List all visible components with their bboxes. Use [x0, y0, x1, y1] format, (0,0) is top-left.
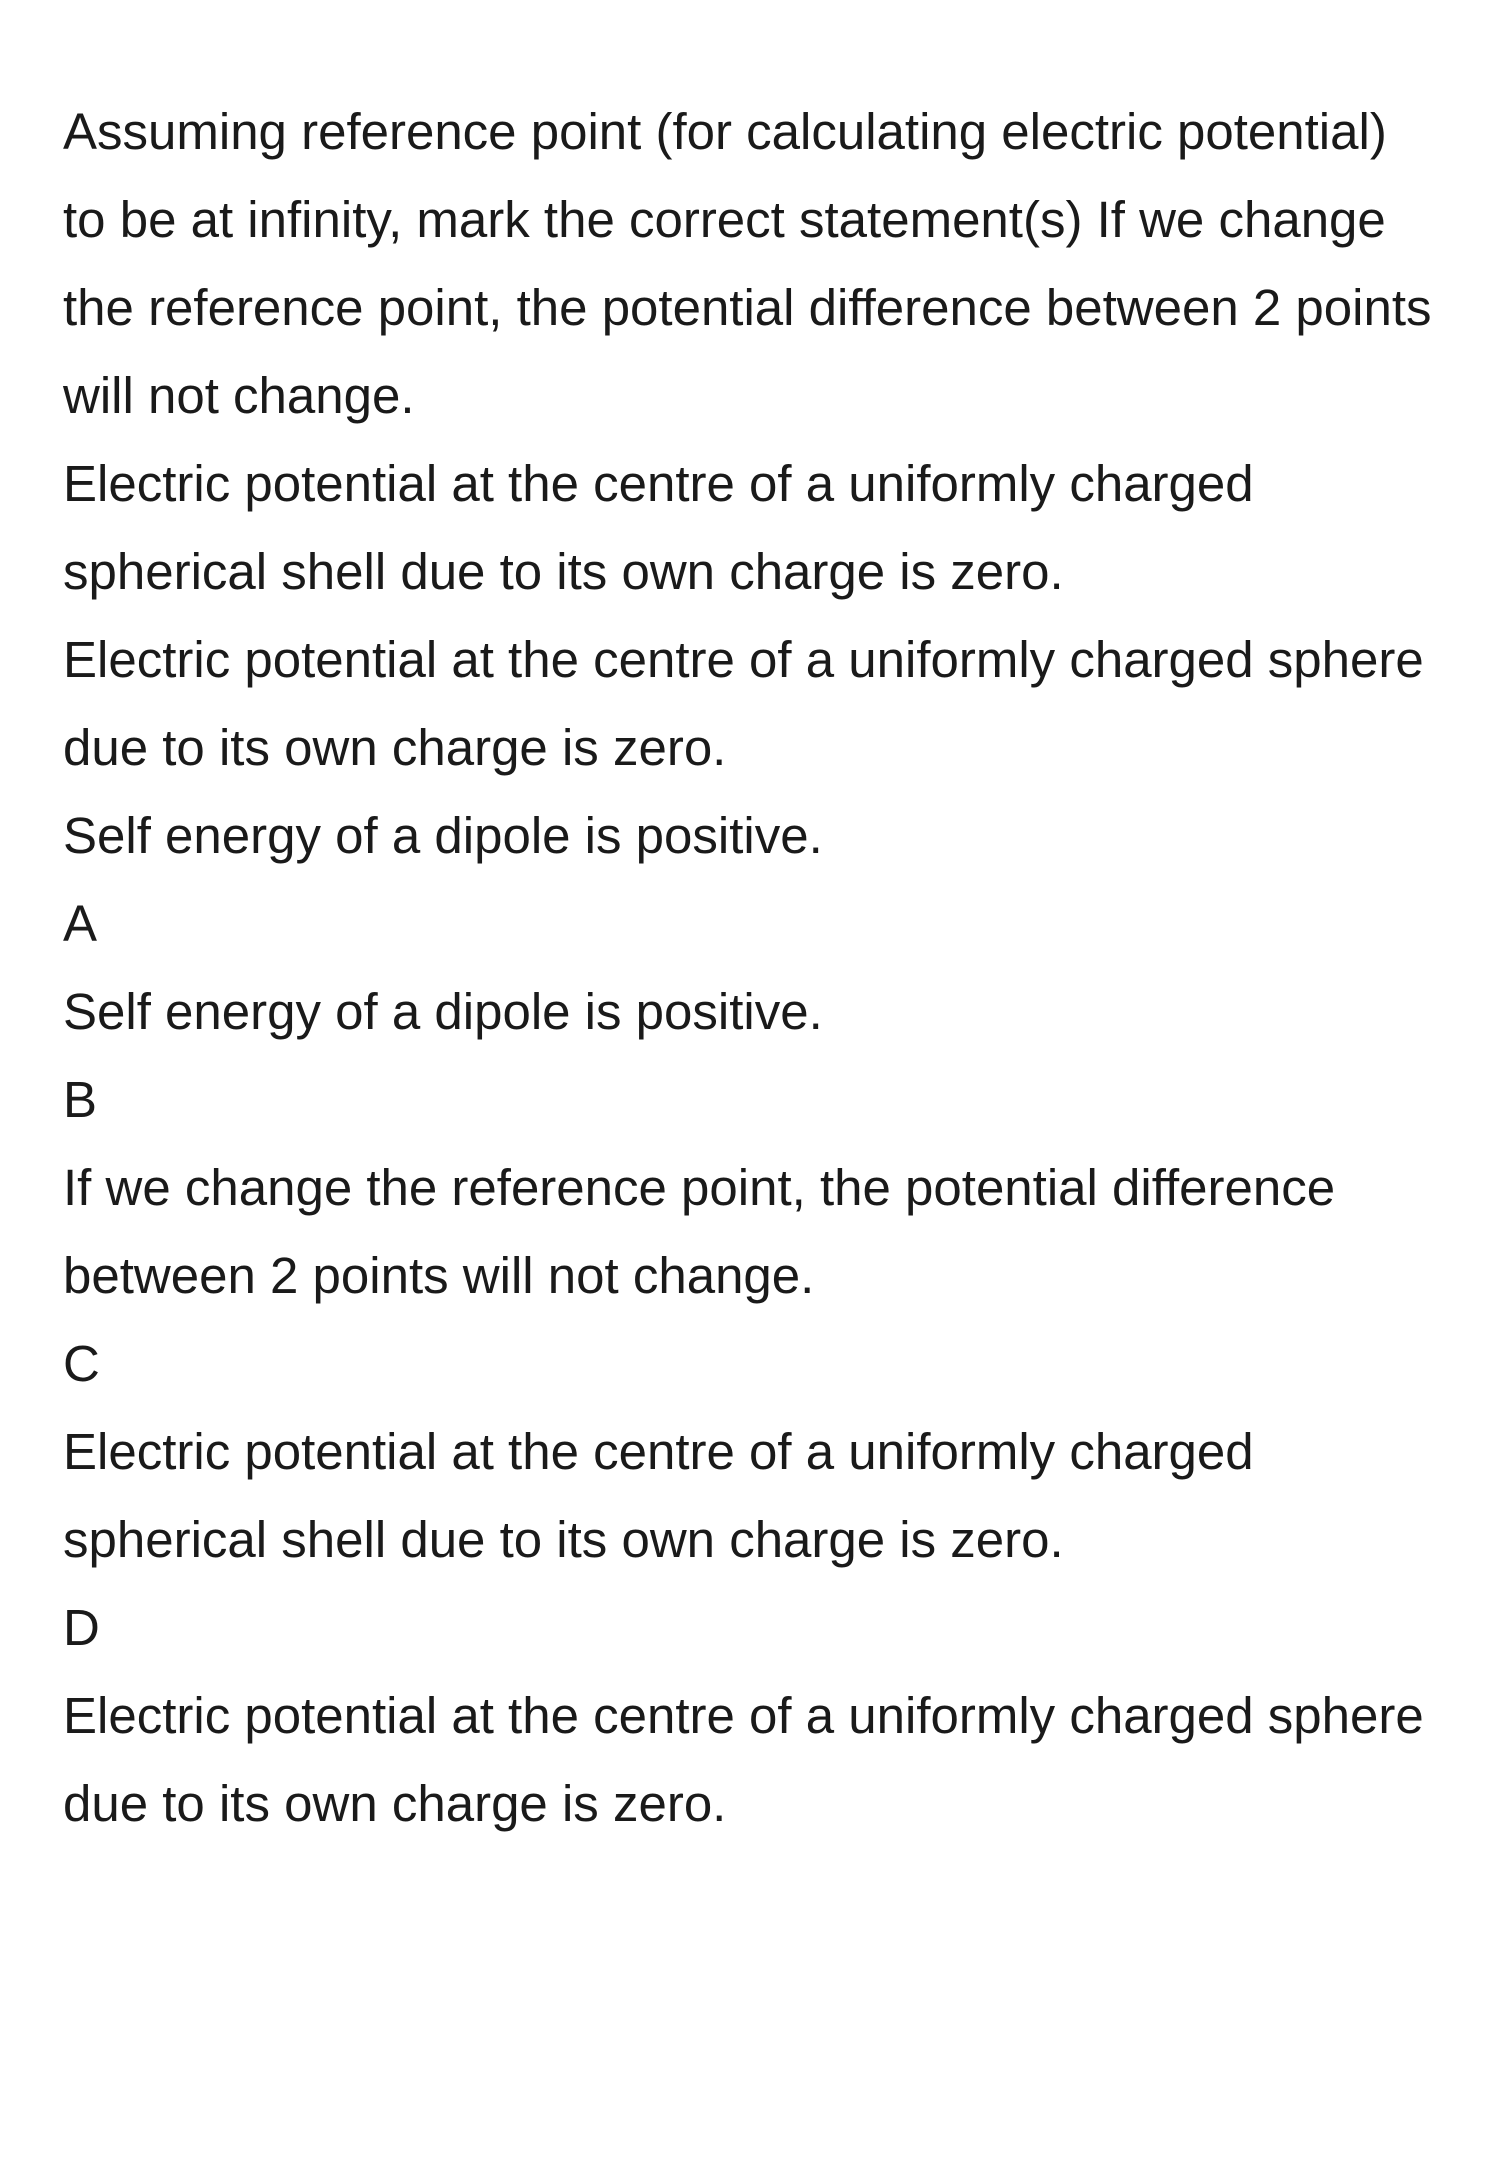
- option-c-letter: C: [63, 1335, 100, 1392]
- option-a-letter: A: [63, 895, 98, 952]
- option-a-text: Self energy of a dipole is positive.: [63, 983, 823, 1040]
- option-d-text: Electric potential at the centre of a uniformly charged sphere due to its own charge is zero.: [63, 1687, 1424, 1832]
- question-statement-1: Electric potential at the centre of a uniformly charged spherical shell due to its own charge is zero.: [63, 455, 1254, 600]
- option-d[interactable]: [63, 1584, 1443, 1848]
- option-b[interactable]: [63, 1056, 1443, 1320]
- option-a[interactable]: [63, 880, 1443, 1056]
- option-b-text: If we change the reference point, the potential difference between 2 points will not change.: [63, 1159, 1336, 1304]
- question-intro: Assuming reference point (for calculating electric potential) to be at infinity, mark the correct statement(s) If we change the reference point, the potential difference between 2 points will not change.: [63, 103, 1432, 424]
- option-c[interactable]: [63, 1320, 1443, 1584]
- option-b-letter: B: [63, 1071, 98, 1128]
- question-statement-3: Self energy of a dipole is positive.: [63, 807, 823, 864]
- question-statement-2: Electric potential at the centre of a uniformly charged sphere due to its own charge is zero.: [63, 631, 1424, 776]
- option-d-letter: D: [63, 1599, 100, 1656]
- question-document: [63, 88, 1443, 1848]
- option-c-text: Electric potential at the centre of a uniformly charged spherical shell due to its own charge is zero.: [63, 1423, 1254, 1568]
